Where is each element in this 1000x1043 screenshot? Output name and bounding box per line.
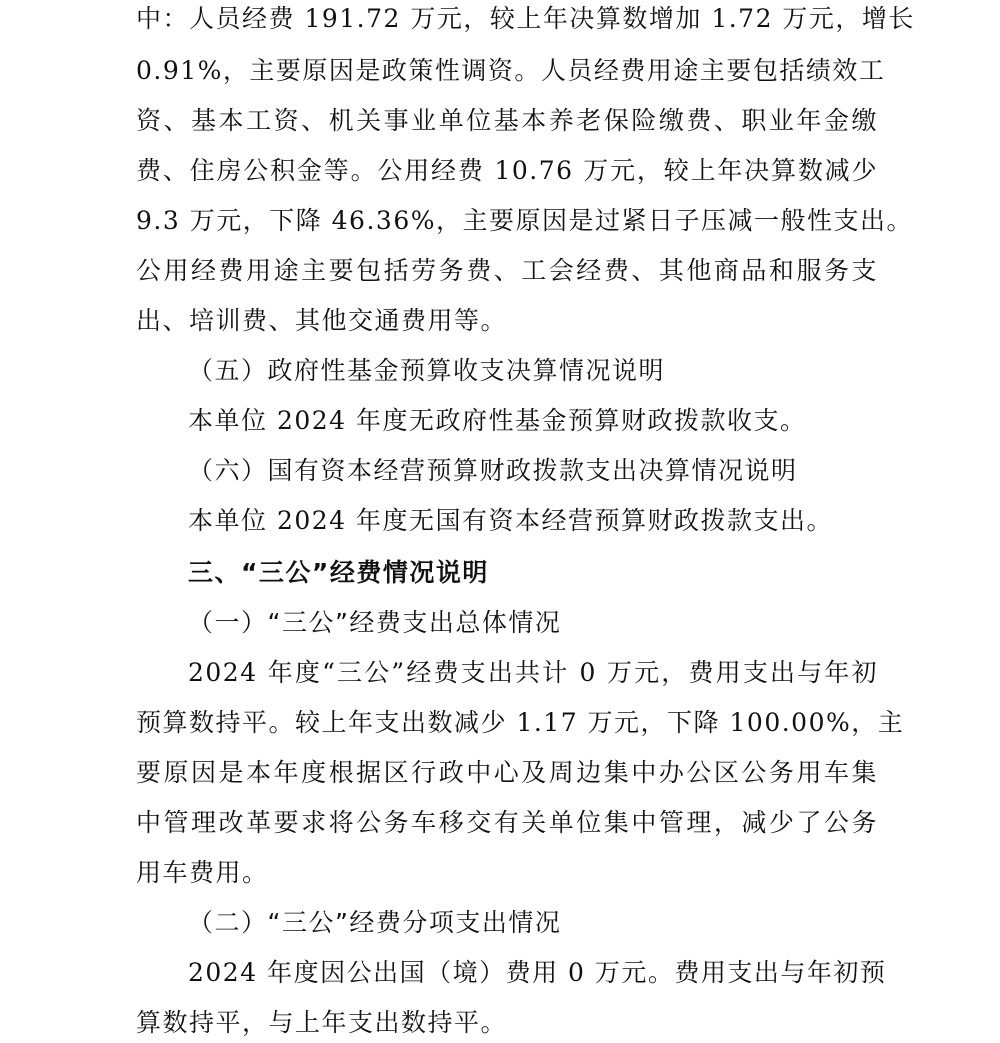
paragraph-line: 出、培训费、其他交通费用等。 <box>136 306 508 335</box>
paragraph-line: 用车费用。 <box>136 858 269 887</box>
paragraph-line: 本单位 2024 年度无政府性基金预算财政拨款收支。 <box>188 406 807 435</box>
paragraph-line: 中管理改革要求将公务车移交有关单位集中管理，减少了公务 <box>136 808 878 837</box>
paragraph-line: 0.91%，主要原因是政策性调资。人员经费用途主要包括绩效工 <box>136 56 886 85</box>
paragraph-line: 2024 年度因公出国（境）费用 0 万元。费用支出与年初预 <box>188 958 887 987</box>
paragraph-line: 本单位 2024 年度无国有资本经营预算财政拨款支出。 <box>188 506 834 535</box>
paragraph-line: 9.3 万元，下降 46.36%，主要原因是过紧日子压减一般性支出。 <box>136 206 913 235</box>
paragraph-line: 费、住房公积金等。公用经费 10.76 万元，较上年决算数减少 <box>136 156 878 185</box>
section-heading: （五）政府性基金预算收支决算情况说明 <box>188 356 666 385</box>
paragraph-line: 预算数持平。较上年支出数减少 1.17 万元，下降 100.00%，主 <box>136 708 905 737</box>
chapter-heading: 三、“三公”经费情况说明 <box>188 558 489 587</box>
paragraph-line: 中：人员经费 191.72 万元，较上年决算数增加 1.72 万元，增长 <box>136 4 915 33</box>
section-heading: （六）国有资本经营预算财政拨款支出决算情况说明 <box>188 456 798 485</box>
paragraph-line: 2024 年度“三公”经费支出共计 0 万元，费用支出与年初 <box>188 658 878 687</box>
paragraph-line: 算数持平，与上年支出数持平。 <box>136 1008 508 1037</box>
section-heading: （一）“三公”经费支出总体情况 <box>188 608 562 637</box>
section-heading: （二）“三公”经费分项支出情况 <box>188 908 562 937</box>
paragraph-line: 要原因是本年度根据区行政中心及周边集中办公区公务用车集 <box>136 758 878 787</box>
paragraph-line: 资、基本工资、机关事业单位基本养老保险缴费、职业年金缴 <box>136 106 878 135</box>
paragraph-line: 公用经费用途主要包括劳务费、工会经费、其他商品和服务支 <box>136 256 878 285</box>
